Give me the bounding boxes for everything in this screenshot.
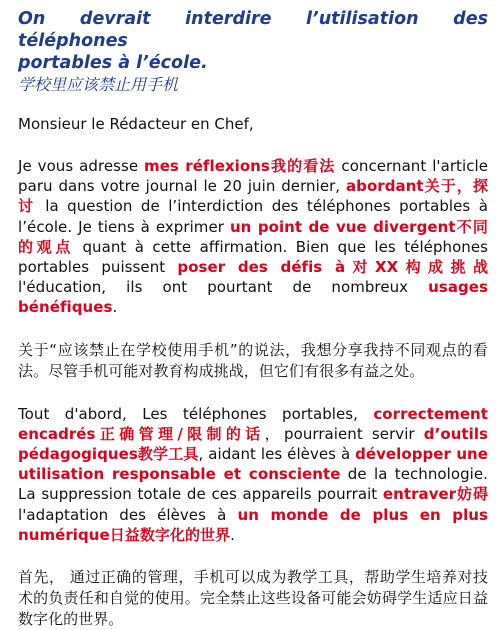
highlight-phrase: mes réflexions我的看法 [144, 157, 336, 175]
title-french-line-1: On devrait interdire l’utilisation des téléphones [18, 9, 488, 51]
highlight-phrase: un point de vue divergent不同的观点 [18, 217, 488, 256]
title-french-line-2: portables à l’école. [18, 53, 208, 73]
text: l'éducation, ils ont pourtant de nombreux [18, 278, 429, 297]
text: . [112, 298, 118, 317]
text: de la technologie. La suppression totale de ces appareils pourrait [18, 465, 488, 504]
text: quant à cette affirmation. Bien que les téléphones portables puissent [18, 237, 488, 277]
text: . [230, 525, 235, 544]
text: ，pourraient servir [264, 424, 424, 443]
paragraph-4-chinese: 首先， 通过正确的管理，手机可以成为教学工具，帮助学生培养对技术的负责任和自觉的使用。完全禁止这些设备可能会妨碍学生适应日益数字化的世界。 [18, 568, 488, 629]
highlight-phrase: d’outils pédagogiques教学工具 [18, 424, 488, 464]
highlight-phrase: développer une utilisation responsable et consciente [18, 445, 488, 484]
highlight-phrase: correctement encadrés正确管理/限制的话 [18, 404, 488, 443]
text: concernant l'article paru dans votre journal le 20 juin dernier, [18, 157, 488, 196]
highlight-phrase: entraver妨碍 [382, 485, 488, 504]
text: Je vous adresse [18, 157, 145, 175]
text: l'adaptation des élèves à [18, 505, 238, 524]
paragraph-2-chinese: 关于“应该禁止在学校使用手机”的说法，我想分享我持不同观点的看法。尽管手机可能对教育构成挑战，但它们有很多有益之处。 [18, 340, 488, 380]
salutation: Monsieur le Rédacteur en Chef, [18, 115, 254, 133]
paragraph-1 [18, 156, 488, 318]
highlight-phrase: usages bénéfiques [18, 278, 488, 317]
highlight-phrase: poser des défis à对XX构成挑战 [177, 258, 488, 277]
highlight-phrase: un monde de plus en plus numérique日益数字化的世界 [18, 505, 488, 544]
highlight-phrase: abordant关于，探讨 [18, 177, 488, 216]
text: , aidant les élèves à [198, 445, 356, 464]
text: Tout d'abord, Les téléphones portables, [18, 404, 374, 423]
paragraph-3 [18, 404, 488, 545]
title-chinese: 学校里应该禁止用手机 [18, 75, 179, 94]
text: la question de l’interdiction des téléphones portables à l’école. Je tiens à exprimer [18, 197, 488, 236]
article-title [18, 8, 488, 74]
